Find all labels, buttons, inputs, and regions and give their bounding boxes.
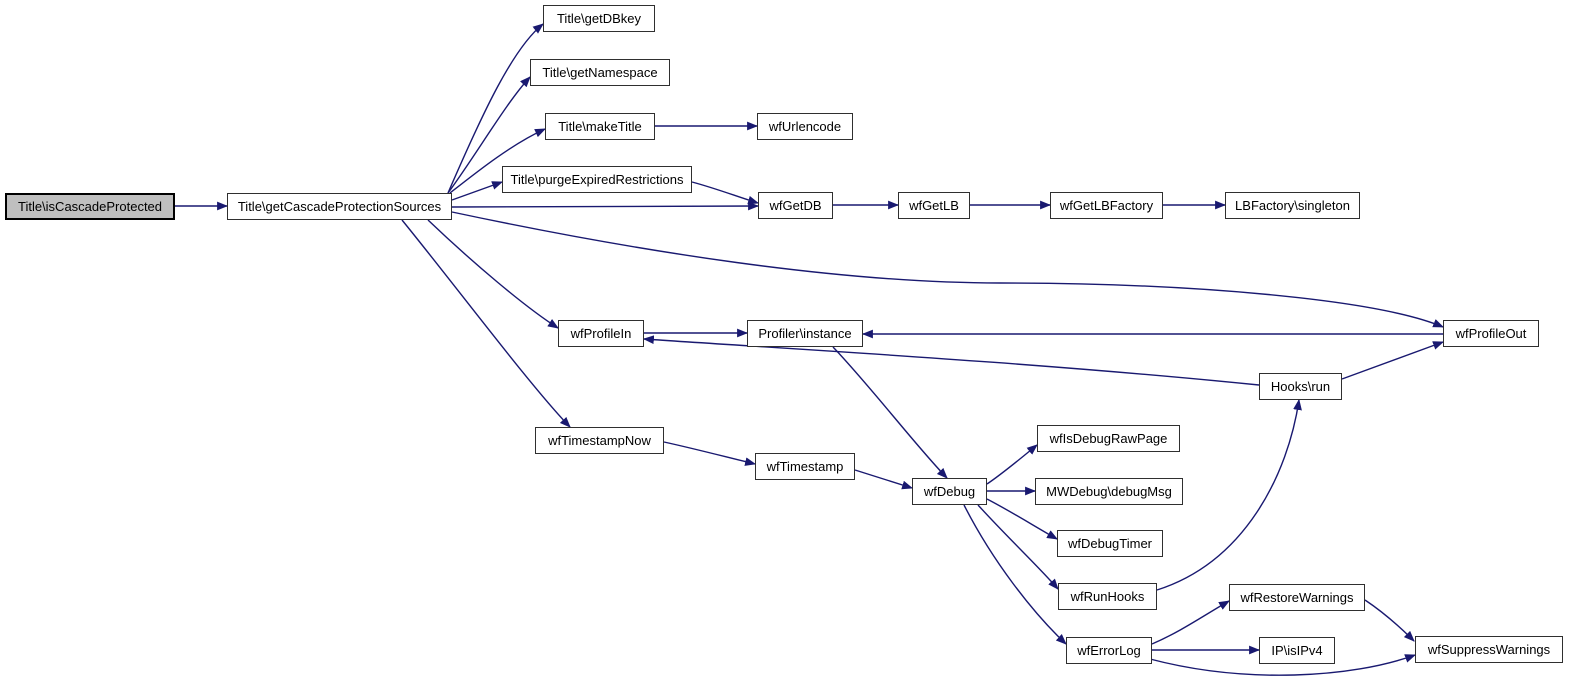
node-wfRestoreWarnings[interactable]: wfRestoreWarnings (1229, 584, 1365, 611)
node-IP_isIPv4[interactable]: IP\isIPv4 (1259, 637, 1335, 664)
edge-purgeExpiredRestrictions-to-wfGetDB (692, 182, 758, 203)
edge-wfErrorLog-to-wfRestoreWarnings (1152, 601, 1229, 644)
node-getCascadeProtectionSources[interactable]: Title\getCascadeProtectionSources (227, 193, 452, 220)
node-wfTimestampNow[interactable]: wfTimestampNow (535, 427, 664, 454)
edge-Hooks_run-to-wfProfileOut (1342, 342, 1443, 379)
node-wfProfileIn[interactable]: wfProfileIn (558, 320, 644, 347)
node-wfGetLB[interactable]: wfGetLB (898, 192, 970, 219)
node-Profiler_instance[interactable]: Profiler\instance (747, 320, 863, 347)
edge-wfDebug-to-wfRunHooks (978, 505, 1058, 589)
node-wfDebugTimer[interactable]: wfDebugTimer (1057, 530, 1163, 557)
node-Hooks_run[interactable]: Hooks\run (1259, 373, 1342, 400)
node-wfRunHooks[interactable]: wfRunHooks (1058, 583, 1157, 610)
node-makeTitle[interactable]: Title\makeTitle (545, 113, 655, 140)
node-wfSuppressWarnings[interactable]: wfSuppressWarnings (1415, 636, 1563, 663)
node-wfTimestamp[interactable]: wfTimestamp (755, 453, 855, 480)
node-LBFactory_singleton[interactable]: LBFactory\singleton (1225, 192, 1360, 219)
node-wfGetDB[interactable]: wfGetDB (758, 192, 833, 219)
edge-wfRestoreWarnings-to-wfSuppressWarnings (1365, 600, 1414, 641)
node-getNamespace[interactable]: Title\getNamespace (530, 59, 670, 86)
node-wfDebug[interactable]: wfDebug (912, 478, 987, 505)
node-wfGetLBFactory[interactable]: wfGetLBFactory (1050, 192, 1163, 219)
edge-getCascadeProtectionSources-to-wfTimestampNow (402, 220, 570, 427)
node-wfErrorLog[interactable]: wfErrorLog (1066, 637, 1152, 664)
edge-wfDebug-to-wfIsDebugRawPage (987, 445, 1037, 484)
node-wfIsDebugRawPage[interactable]: wfIsDebugRawPage (1037, 425, 1180, 452)
edge-Hooks_run-to-wfProfileIn (644, 339, 1259, 385)
edge-getCascadeProtectionSources-to-wfGetDB (452, 206, 758, 207)
node-wfUrlencode[interactable]: wfUrlencode (757, 113, 853, 140)
node-isCascadeProtected[interactable]: Title\isCascadeProtected (5, 193, 175, 220)
node-wfProfileOut[interactable]: wfProfileOut (1443, 320, 1539, 347)
edge-wfDebug-to-wfErrorLog (964, 505, 1066, 644)
node-purgeExpiredRestrictions[interactable]: Title\purgeExpiredRestrictions (502, 166, 692, 193)
edge-getCascadeProtectionSources-to-wfProfileIn (428, 220, 558, 328)
node-getDBkey[interactable]: Title\getDBkey (543, 5, 655, 32)
edge-getCascadeProtectionSources-to-wfProfileOut (452, 212, 1443, 327)
edge-wfTimestamp-to-wfDebug (855, 470, 912, 488)
edge-wfDebug-to-wfDebugTimer (987, 499, 1057, 539)
edge-wfTimestampNow-to-wfTimestamp (664, 442, 755, 464)
node-MWDebug_debugMsg[interactable]: MWDebug\debugMsg (1035, 478, 1183, 505)
